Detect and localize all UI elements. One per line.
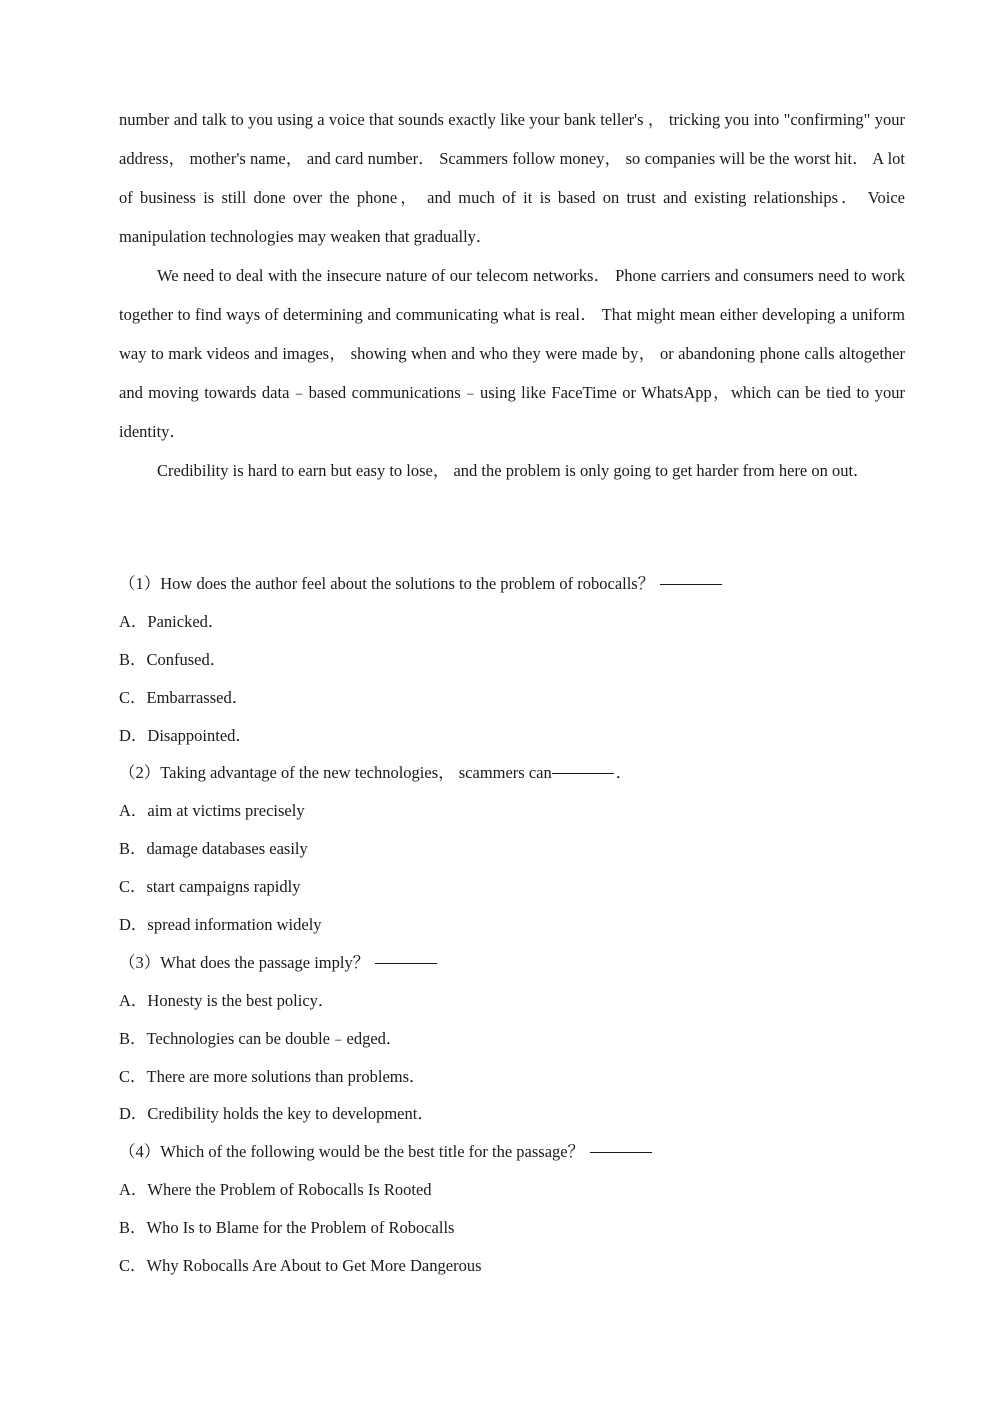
answer-option[interactable]: D．Disappointed． <box>119 725 252 745</box>
answer-option[interactable]: A．aim at victims precisely <box>119 801 305 821</box>
answer-option[interactable]: D．Credibility holds the key to development． <box>119 1104 434 1124</box>
answer-option[interactable]: C．Why Robocalls Are About to Get More Dangerous <box>119 1256 482 1276</box>
answer-option[interactable]: A．Panicked． <box>119 611 225 631</box>
answer-blank[interactable] <box>552 772 614 774</box>
question-text: Taking advantage of the new technologies， scammers can <box>160 763 552 783</box>
question-stem <box>119 754 905 792</box>
passage-paragraph: We need to deal with the insecure nature of our telecom networks． Phone carriers and consumers need to work together to find ways of determining and communicating what is real． That might mean either developing a uniform way to mark videos and images， showing when and who they were made by， or abandoning phone calls altogether and moving towards data﹣based communications﹣using like FaceTime or WhatsApp，which can be tied to your identity． <box>119 266 905 441</box>
question-text: What does the passage imply？ <box>160 952 370 972</box>
question-stem <box>119 1133 905 1171</box>
answer-blank[interactable] <box>590 1151 652 1153</box>
answer-option[interactable]: B．Confused． <box>119 649 227 669</box>
question-text: Which of the following would be the best title for the passage？ <box>160 1142 585 1162</box>
question-stem <box>119 565 905 603</box>
question-number: （1） <box>119 574 161 593</box>
answer-blank[interactable] <box>375 962 437 964</box>
answer-blank[interactable] <box>660 583 722 585</box>
answer-option[interactable]: D．spread information widely <box>119 915 322 935</box>
question-number: （3） <box>119 952 161 972</box>
answer-option[interactable]: B．Who Is to Blame for the Problem of Robocalls <box>119 1218 455 1238</box>
answer-option[interactable]: A．Honesty is the best policy． <box>119 990 335 1010</box>
reading-passage <box>119 100 905 490</box>
answer-option[interactable]: B．Technologies can be double﹣edged． <box>119 1028 403 1048</box>
question-number: （4） <box>119 1142 161 1162</box>
question-number: （2） <box>119 763 161 783</box>
question-text: How does the author feel about the solutions to the problem of robocalls？ <box>160 574 655 593</box>
answer-option[interactable]: C．start campaigns rapidly <box>119 877 301 897</box>
answer-option[interactable]: C．There are more solutions than problems． <box>119 1066 426 1086</box>
answer-option[interactable]: C．Embarrassed． <box>119 687 249 707</box>
question-list <box>119 565 905 1285</box>
question-text-end: ． <box>615 763 633 783</box>
question-stem <box>119 944 905 982</box>
passage-paragraph: Credibility is hard to earn but easy to lose， and the problem is only going to get harder from here on out． <box>157 461 870 480</box>
answer-option[interactable]: A．Where the Problem of Robocalls Is Rooted <box>119 1180 432 1200</box>
passage-paragraph: number and talk to you using a voice that sounds exactly like your bank teller's ， tricking you into "confirming" your address， mother's name， and card number． Scammers follow money， so companies will be the worst hit． A lot of business is still done over the phone， and much of it is based on trust and existing relationships． Voice manipulation technologies may weaken that gradually． <box>119 110 905 246</box>
answer-option[interactable]: B．damage databases easily <box>119 839 308 859</box>
